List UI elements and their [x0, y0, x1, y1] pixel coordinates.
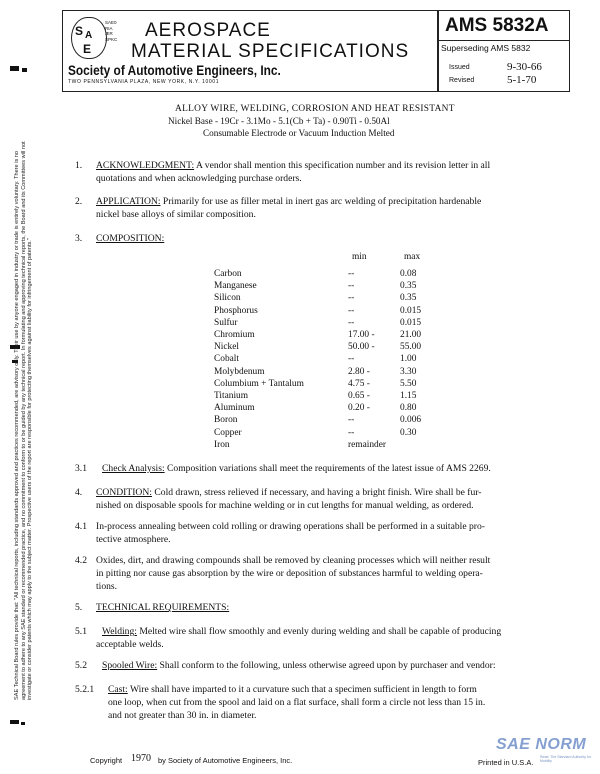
element-max: 0.006 [400, 415, 422, 426]
element-min: -- [348, 269, 355, 279]
section-number: 4.2 [75, 555, 87, 566]
sae-disclaimer: SAE Technical Board rules provide that: "All technical reports, including standards approved and practices recommended, are advisory only. Their use by anyone engaged in industry or trade is entirely voluntary. There is no agreement to adhere to any SAE standard or recommended practice, and no commitment to conform to or be guided by any technical report. In formulating and approving technical reports, the Board and its Committees will not investigate or consider patents which may apply to the subject matter. Prospective users of the report are responsible for protecting themselves against liability for infringement of patents." [14, 141, 34, 700]
section-heading: APPLICATION: [96, 196, 161, 207]
element-max: 0.015 [400, 305, 422, 316]
logo-side-text: SAE0 RIA ÆR SPKC [105, 20, 118, 42]
composition-row [214, 342, 434, 355]
element-name: Manganese [214, 281, 257, 292]
issued-date: 9-30-66 [507, 61, 542, 73]
title-aerospace: AEROSPACE [145, 20, 271, 41]
scan-mark [10, 720, 19, 724]
section-text: in pitting nor cause gas absorption by the wire or deposition of substances harmful to welding opera- [96, 568, 483, 579]
watermark-tagline: Read: The Standard Authority for Mobility [540, 755, 592, 763]
element-name: Titanium [214, 391, 249, 401]
element-min: remainder [348, 439, 386, 450]
element-min: -- [348, 427, 355, 438]
column-header-max: max [404, 252, 421, 262]
section-condition [96, 486, 481, 499]
element-max: 0.35 [400, 293, 417, 304]
revised-label: Revised [449, 77, 475, 84]
section-text: Shall conform to the following, unless otherwise agreed upon by purchaser and vendor: [157, 660, 496, 671]
section-text: Wire shall have imparted to it a curvature such that a specimen sufficient in length to form [127, 684, 477, 695]
composition-row [214, 367, 434, 380]
element-name: Carbon [214, 269, 242, 279]
header-rule [438, 40, 569, 41]
section-number: 2. [75, 196, 83, 207]
element-max: 0.015 [400, 317, 422, 328]
element-min: -- [348, 305, 355, 316]
element-name: Silicon [214, 293, 241, 304]
document-header [62, 10, 570, 92]
section-text: In-process annealing between cold rolling or drawing operations shall be performed in a suitable pro- [96, 521, 485, 532]
section-text: Composition variations shall meet the requirements of the latest issue of AMS 2269. [164, 463, 491, 474]
section-heading: CONDITION: [96, 487, 152, 498]
section-spooled-wire [102, 659, 496, 672]
element-min: 0.65 - [348, 391, 370, 401]
section-text: quotations and when acknowledging purchase orders. [96, 173, 302, 184]
element-max: 0.30 [400, 427, 417, 438]
section-number: 1. [75, 160, 83, 171]
ams-number: AMS 5832A [445, 15, 549, 36]
section-text: and not greater than 30 in. in diameter. [108, 710, 257, 721]
element-name: Phosphorus [214, 305, 258, 316]
title-material-specifications: MATERIAL SPECIFICATIONS [131, 41, 410, 62]
copyright-year: 1970 [131, 753, 151, 764]
material-title: ALLOY WIRE, WELDING, CORROSION AND HEAT RESISTANT [175, 104, 455, 114]
sae-norm-watermark: SAE NORM [496, 736, 587, 753]
section-text: A vendor shall mention this specification number and its revision letter in all [194, 160, 491, 171]
composition-row [214, 318, 434, 331]
element-min: 4.75 - [348, 378, 370, 389]
composition-row [214, 330, 434, 343]
superseding-note: Superseding AMS 5832 [441, 43, 531, 53]
section-text: nished on disposable spools for machine welding or in cut lengths for manual welding, as ordered. [96, 500, 474, 511]
issued-label: Issued [449, 64, 470, 71]
element-name: Nickel [214, 342, 239, 353]
scan-mark [22, 68, 27, 72]
element-max: 0.35 [400, 281, 417, 292]
section-text: nickel base alloys of similar composition. [96, 209, 256, 220]
section-heading: ACKNOWLEDGMENT: [96, 160, 195, 171]
scan-mark [10, 66, 19, 71]
society-address: TWO PENNSYLVANIA PLAZA, NEW YORK, N.Y. 10001 [68, 79, 220, 85]
section-heading: Check Analysis: [102, 463, 165, 474]
section-text: Melted wire shall flow smoothly and evenly during welding and shall be capable of producing [136, 626, 502, 637]
element-max: 5.50 [400, 378, 417, 389]
copyright-holder: by Society of Automotive Engineers, Inc. [158, 756, 293, 765]
element-name: Copper [214, 427, 242, 438]
element-max: 1.15 [400, 391, 417, 401]
logo-letter-s: S [75, 24, 84, 38]
element-name: Columbium + Tantalum [214, 378, 304, 389]
element-min: 50.00 - [348, 342, 375, 353]
element-min: 17.00 - [348, 330, 375, 340]
section-cast [108, 683, 477, 696]
section-heading: Cast: [108, 684, 128, 695]
sae-logo [71, 17, 107, 59]
element-name: Aluminum [214, 403, 255, 414]
element-max: 55.00 [400, 342, 422, 353]
element-max: 0.08 [400, 269, 417, 279]
composition-row [214, 415, 434, 428]
scan-mark [21, 722, 25, 725]
element-max: 0.80 [400, 403, 417, 414]
section-number: 5.2 [75, 660, 87, 671]
logo-letter-a: A [85, 30, 93, 41]
element-name: Chromium [214, 330, 255, 340]
section-text: acceptable welds. [96, 639, 164, 650]
composition-row [214, 293, 434, 306]
element-min: -- [348, 317, 355, 328]
element-name: Molybdenum [214, 366, 265, 377]
section-heading-composition: COMPOSITION: [96, 233, 165, 244]
column-header-min: min [352, 252, 367, 262]
composition-row [214, 391, 434, 404]
composition-row [214, 306, 434, 319]
element-max: 3.30 [400, 366, 417, 377]
section-number: 5. [75, 602, 83, 613]
section-check-analysis [102, 462, 491, 475]
element-min: -- [348, 293, 355, 304]
section-heading: Welding: [102, 626, 137, 637]
section-heading: Spooled Wire: [102, 660, 158, 671]
composition-row [214, 379, 434, 392]
composition-row [214, 440, 434, 453]
revised-date: 5-1-70 [507, 74, 537, 86]
section-welding [102, 625, 501, 638]
section-text: Oxides, dirt, and drawing compounds shall be removed by cleaning processes which will neither result [96, 555, 491, 566]
element-min: -- [348, 354, 355, 365]
composition-row [214, 403, 434, 416]
element-min: 2.80 - [348, 366, 370, 377]
element-name: Cobalt [214, 354, 239, 365]
section-number: 4.1 [75, 521, 87, 532]
material-composition-summary: Nickel Base - 19Cr - 3.1Mo - 5.1(Cb + Ta) - 0.90Ti - 0.50Al [168, 116, 390, 126]
section-number: 5.2.1 [75, 684, 95, 695]
printed-in: Printed in U.S.A. [478, 758, 534, 767]
section-text: Primarily for use as filler metal in inert gas arc welding of precipitation hardenable [160, 196, 482, 207]
element-name: Iron [214, 439, 230, 450]
composition-row [214, 281, 434, 294]
element-name: Boron [214, 415, 238, 426]
section-number: 5.1 [75, 626, 87, 637]
composition-row [214, 269, 434, 282]
section-text: tions. [96, 581, 118, 592]
section-text: Cold drawn, stress relieved if necessary, and having a bright finish. Wire shall be fur- [151, 487, 482, 498]
header-divider [437, 11, 439, 91]
section-heading-technical-requirements: TECHNICAL REQUIREMENTS: [96, 602, 230, 613]
logo-letter-e: E [83, 42, 92, 56]
element-min: -- [348, 281, 355, 292]
section-text: tective atmosphere. [96, 534, 171, 545]
element-name: Sulfur [214, 317, 238, 328]
section-number: 3. [75, 233, 83, 244]
element-min: 0.20 - [348, 403, 370, 414]
melting-method: Consumable Electrode or Vacuum Induction Melted [203, 128, 395, 138]
section-number: 3.1 [75, 463, 87, 474]
composition-row [214, 354, 434, 367]
element-min: -- [348, 415, 355, 426]
element-max: 21.00 [400, 330, 422, 340]
section-acknowledgment [96, 159, 490, 172]
society-name: Society of Automotive Engineers, Inc. [68, 63, 281, 78]
element-max: 1.00 [400, 354, 417, 365]
section-application [96, 195, 481, 208]
section-text: one loop, when cut from the spool and laid on a flat surface, shall form a circle not less than 15 in. [108, 697, 486, 708]
section-number: 4. [75, 487, 83, 498]
copyright-label: Copyright [90, 756, 123, 765]
composition-row [214, 428, 434, 441]
